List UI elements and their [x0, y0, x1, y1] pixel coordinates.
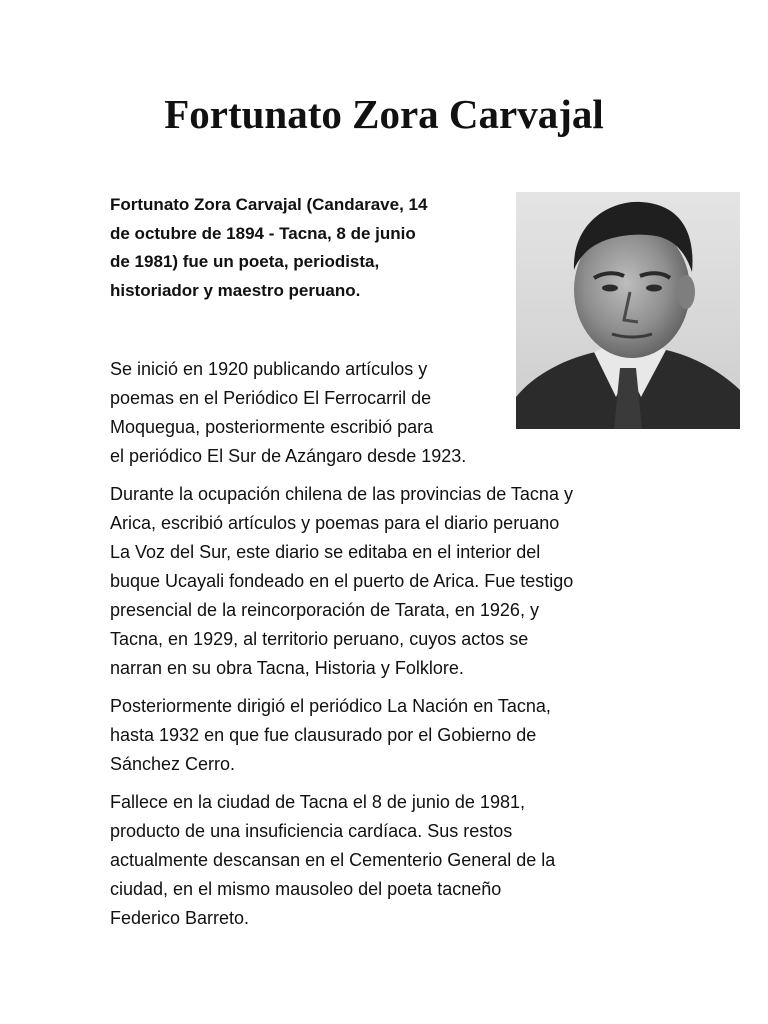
text-line: Federico Barreto.	[110, 908, 250, 928]
intro-paragraph	[110, 191, 510, 305]
paragraph-la-nacion	[110, 692, 670, 779]
intro-line: Fortunato Zora Carvajal (Candarave, 14	[110, 195, 428, 214]
text-line: ciudad, en el mismo mausoleo del poeta tacneño	[110, 879, 502, 899]
page-title: Fortunato Zora Carvajal	[164, 91, 604, 137]
intro-line: de octubre de 1894 - Tacna, 8 de junio	[110, 223, 416, 243]
paragraph-occupation	[110, 480, 670, 683]
text-line: Moquegua, posteriormente escribió para	[110, 417, 434, 437]
text-line: buque Ucayali fondeado en el puerto de Arica. Fue testigo	[110, 571, 574, 591]
text-line: Posteriormente dirigió el periódico La Nación en Tacna,	[110, 696, 551, 716]
intro-line: historiador y maestro peruano.	[110, 280, 361, 300]
text-line: hasta 1932 en que fue clausurado por el Gobierno de	[110, 725, 537, 745]
intro-line: de 1981) fue un poeta, periodista,	[110, 252, 380, 271]
text-line: Fallece en la ciudad de Tacna el 8 de junio de 1981,	[110, 792, 525, 812]
text-line: poemas en el Periódico El Ferrocarril de	[110, 388, 432, 408]
text-line: Arica, escribió artículos y poemas para el diario peruano	[110, 513, 560, 533]
text-line: el periódico El Sur de Azángaro desde 1923.	[110, 446, 467, 466]
text-line: Sánchez Cerro.	[110, 754, 236, 774]
text-line: narran en su obra Tacna, Historia y Folklore.	[110, 658, 464, 678]
text-line: Durante la ocupación chilena de las provincias de Tacna y	[110, 484, 573, 504]
text-line: producto de una insuficiencia cardíaca. Sus restos	[110, 821, 513, 841]
paragraph-death	[110, 788, 670, 933]
text-line: La Voz del Sur, este diario se editaba en el interior del	[110, 542, 541, 562]
paragraph-career-start	[110, 355, 670, 471]
text-line: actualmente descansan en el Cementerio General de la	[110, 850, 556, 870]
text-line: presencial de la reincorporación de Tarata, en 1926, y	[110, 600, 539, 620]
text-line: Tacna, en 1929, al territorio peruano, cuyos actos se	[110, 629, 529, 649]
text-line: Se inició en 1920 publicando artículos y	[110, 359, 428, 379]
